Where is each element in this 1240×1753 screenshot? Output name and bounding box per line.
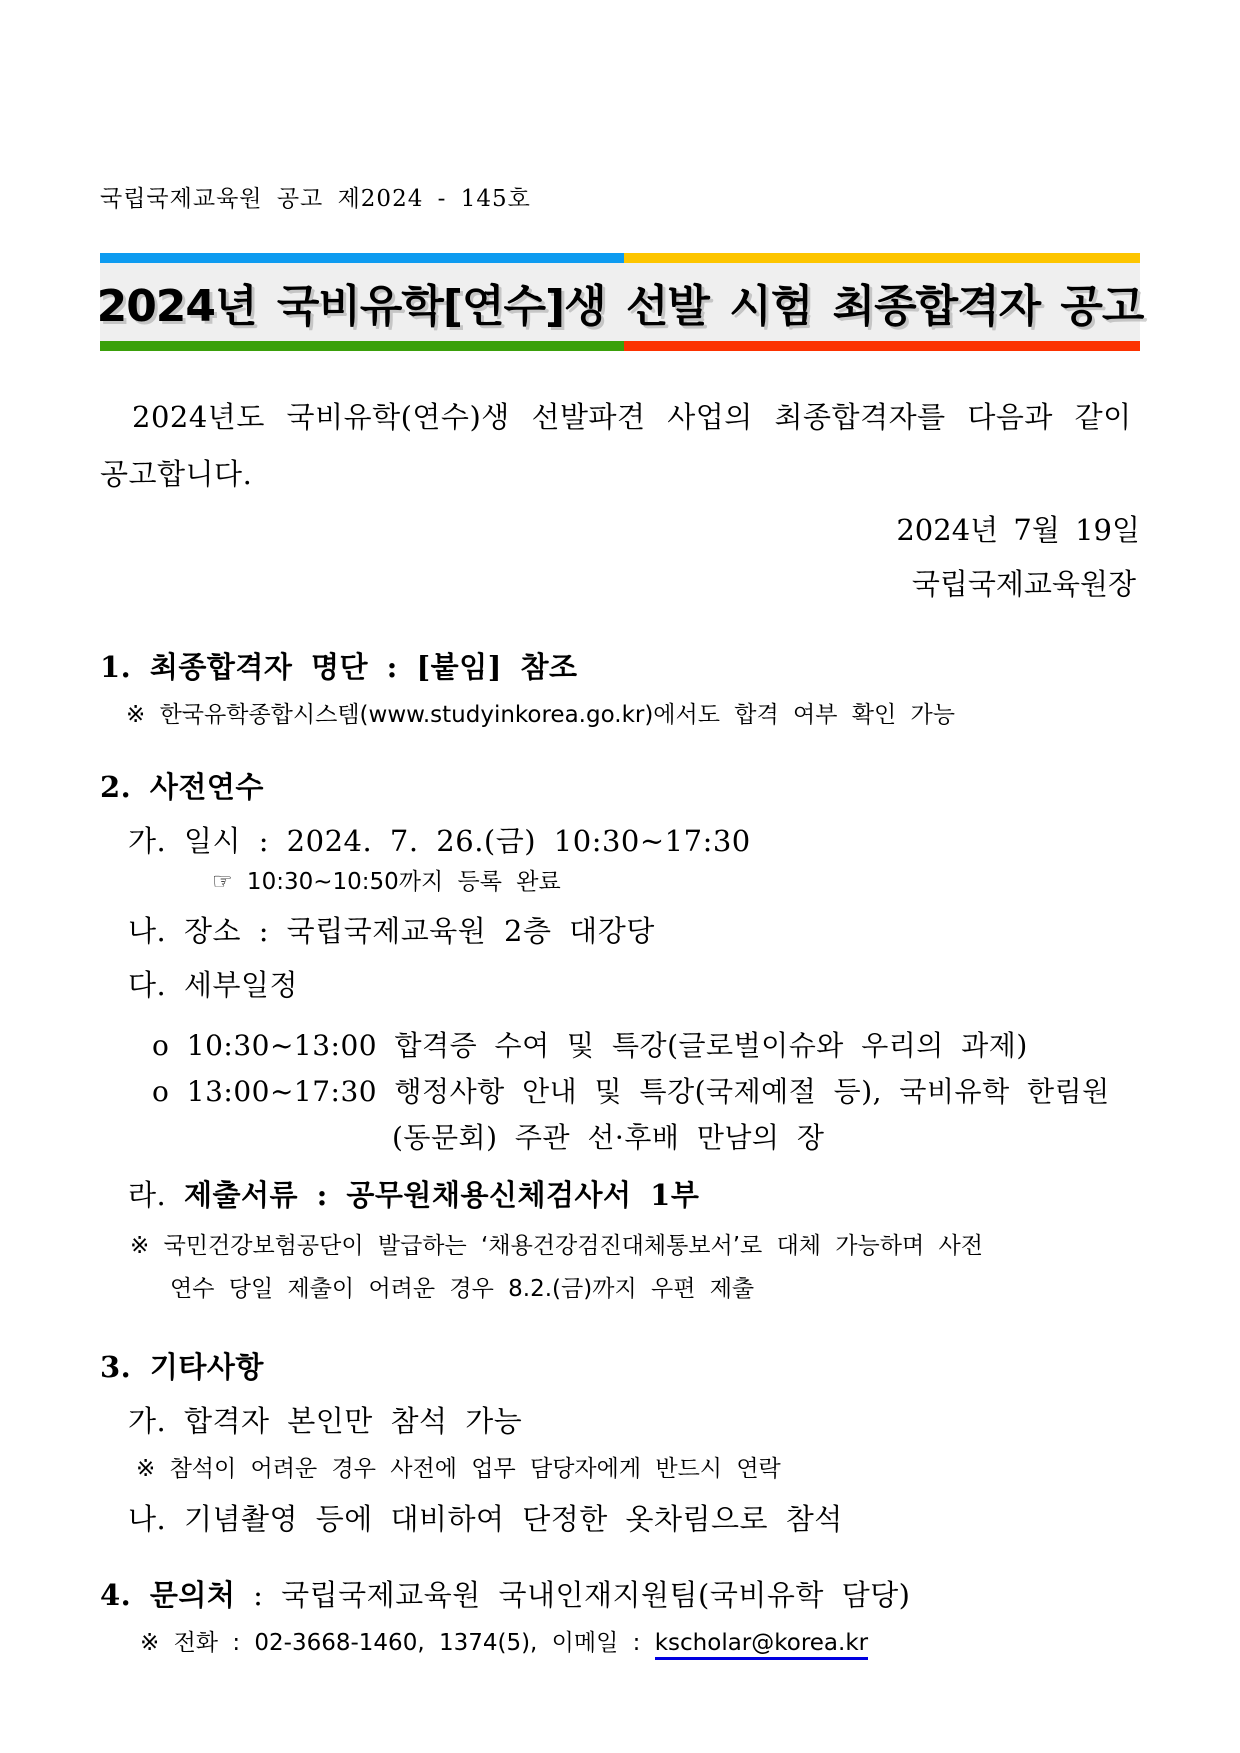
section2-item-documents [100, 1175, 1140, 1215]
section1-note: ※ 한국유학종합시스템(www.studyinkorea.go.kr)에서도 합격 여부 확인 가능 [126, 702, 955, 728]
section4-contact-prefix: ※ 전화 : 02-3668-1460, 1374(5), 이메일 : [140, 1630, 655, 1656]
banner-top-bar-blue [100, 253, 624, 263]
section2-schedule-bullet2-line1: o 13:00~17:30 행정사항 안내 및 특강(국제예절 등), 국비유학 한림원 [152, 1075, 1110, 1108]
section3-item-dresscode: 나. 기념촬영 등에 대비하여 단정한 옷차림으로 참석 [128, 1502, 843, 1536]
intro-line1: 2024년도 국비유학(연수)생 선발파견 사업의 최종합격자를 다음과 같이 [132, 400, 1132, 434]
email-link[interactable]: kscholar@korea.kr [655, 1630, 868, 1660]
section2-item-documents-prefix: 라. [128, 1178, 184, 1212]
section2-documents-note-line1: ※ 국민건강보험공단이 발급하는 ‘채용건강검진대체통보서’로 대체 가능하며 사전 [130, 1233, 983, 1259]
section2-registration-note: ☞ 10:30~10:50까지 등록 완료 [212, 869, 561, 895]
section3-heading: 3. 기타사항 [100, 1350, 264, 1384]
signer-name: 국립국제교육원장 [911, 567, 1136, 601]
section2-schedule-bullet1: o 10:30~13:00 합격증 수여 및 특강(글로벌이슈와 우리의 과제) [152, 1029, 1028, 1062]
announce-date: 2024년 7월 19일 [896, 513, 1140, 547]
title-banner [96, 253, 1144, 351]
intro-line2: 공고합니다. [100, 457, 253, 491]
section3-note: ※ 참석이 어려운 경우 사전에 업무 담당자에게 반드시 연락 [136, 1456, 781, 1482]
section2-documents-note [100, 1225, 1140, 1311]
section2-item-datetime: 가. 일시 : 2024. 7. 26.(금) 10:30~17:30 [128, 824, 751, 858]
section4-contact-note [100, 1627, 1140, 1659]
section2-schedule-bullet2-line2: (동문회) 주관 선·후배 만남의 장 [392, 1121, 825, 1154]
intro-paragraph [100, 389, 1140, 503]
banner-body [96, 263, 1144, 341]
section3-item-attendance: 가. 합격자 본인만 참석 가능 [128, 1404, 523, 1438]
banner-bottom-bar-red [624, 341, 1140, 351]
banner-top-bar-yellow [624, 253, 1140, 263]
section4-heading [100, 1575, 1140, 1615]
banner-bottom-bar [100, 341, 1140, 351]
section2-item-documents-bold: 제출서류 : 공무원채용신체검사서 1부 [183, 1178, 700, 1212]
section2-heading: 2. 사전연수 [100, 770, 264, 804]
section4-heading-rest: : 국립국제교육원 국내인재지원팀(국비유학 담당) [235, 1578, 911, 1612]
page-title: 2024년 국비유학[연수]생 선발 시험 최종합격자 공고 [96, 281, 1144, 332]
section1-heading: 1. 최종합격자 명단 : [붙임] 참조 [100, 650, 578, 684]
banner-bottom-bar-green [100, 341, 624, 351]
section2-item-place: 나. 장소 : 국립국제교육원 2층 대강당 [128, 914, 655, 948]
section4-heading-bold: 4. 문의처 [100, 1578, 236, 1612]
doc-number: 국립국제교육원 공고 제2024 - 145호 [100, 186, 531, 212]
banner-top-bar [100, 253, 1140, 263]
section2-documents-note-line2: 연수 당일 제출이 어려운 경우 8.2.(금)까지 우편 제출 [170, 1276, 755, 1302]
section2-item-schedule: 다. 세부일정 [128, 968, 299, 1002]
